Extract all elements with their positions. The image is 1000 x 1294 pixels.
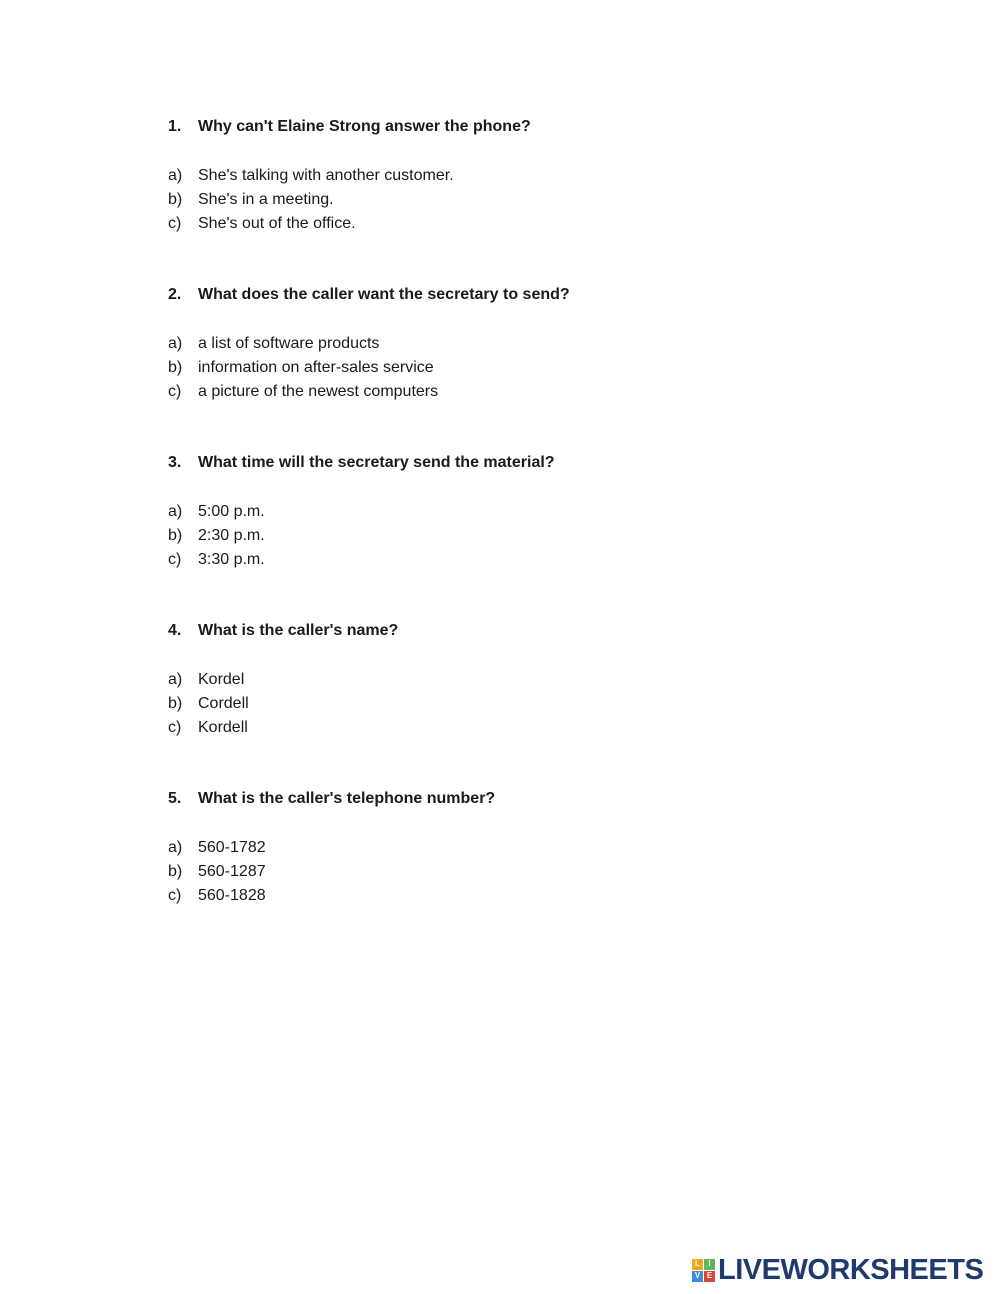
option-letter: c) bbox=[168, 719, 182, 736]
options-list bbox=[168, 500, 868, 572]
question-number: 4. bbox=[168, 622, 182, 639]
options-list bbox=[168, 332, 868, 404]
question-title bbox=[168, 789, 868, 809]
question-4 bbox=[168, 621, 868, 756]
option-text: a list of software products bbox=[198, 335, 380, 352]
option-text: 2:30 p.m. bbox=[198, 527, 265, 544]
question-title bbox=[168, 117, 868, 137]
logo-block-v: V bbox=[692, 1271, 703, 1282]
option-a[interactable] bbox=[168, 500, 868, 524]
liveworksheets-logo bbox=[692, 1253, 984, 1286]
question-number: 5. bbox=[168, 790, 182, 807]
option-text: Kordel bbox=[198, 671, 245, 688]
question-number: 2. bbox=[168, 286, 182, 303]
option-letter: b) bbox=[168, 191, 183, 208]
option-letter: c) bbox=[168, 551, 182, 568]
question-1 bbox=[168, 117, 868, 252]
logo-blocks-icon bbox=[692, 1259, 715, 1282]
option-a[interactable] bbox=[168, 836, 868, 860]
option-text: 3:30 p.m. bbox=[198, 551, 265, 568]
options-list bbox=[168, 668, 868, 740]
question-title bbox=[168, 285, 868, 305]
option-text: 560-1782 bbox=[198, 839, 266, 856]
option-text: Kordell bbox=[198, 719, 248, 736]
options-list bbox=[168, 164, 868, 236]
option-text: Cordell bbox=[198, 695, 249, 712]
question-5 bbox=[168, 789, 868, 924]
option-text: She's out of the office. bbox=[198, 215, 356, 232]
option-c[interactable] bbox=[168, 380, 868, 404]
option-b[interactable] bbox=[168, 692, 868, 716]
question-title bbox=[168, 453, 868, 473]
option-letter: a) bbox=[168, 335, 183, 352]
option-b[interactable] bbox=[168, 860, 868, 884]
option-letter: b) bbox=[168, 863, 183, 880]
option-letter: a) bbox=[168, 671, 183, 688]
option-b[interactable] bbox=[168, 524, 868, 548]
option-c[interactable] bbox=[168, 884, 868, 908]
question-3 bbox=[168, 453, 868, 588]
option-text: She's in a meeting. bbox=[198, 191, 334, 208]
option-text: information on after-sales service bbox=[198, 359, 434, 376]
option-letter: b) bbox=[168, 527, 183, 544]
option-text: 5:00 p.m. bbox=[198, 503, 265, 520]
option-letter: a) bbox=[168, 503, 183, 520]
question-text: Why can't Elaine Strong answer the phone? bbox=[198, 118, 531, 135]
question-text: What is the caller's telephone number? bbox=[198, 790, 496, 807]
option-text: 560-1828 bbox=[198, 887, 266, 904]
option-b[interactable] bbox=[168, 356, 868, 380]
logo-block-i: I bbox=[704, 1259, 715, 1270]
logo-block-l: L bbox=[692, 1259, 703, 1270]
option-text: She's talking with another customer. bbox=[198, 167, 454, 184]
option-letter: b) bbox=[168, 359, 183, 376]
question-title bbox=[168, 621, 868, 641]
option-letter: b) bbox=[168, 695, 183, 712]
logo-text: LIVEWORKSHEETS bbox=[718, 1253, 984, 1286]
option-text: 560-1287 bbox=[198, 863, 266, 880]
option-c[interactable] bbox=[168, 212, 868, 236]
option-a[interactable] bbox=[168, 164, 868, 188]
question-2 bbox=[168, 285, 868, 420]
question-number: 3. bbox=[168, 454, 182, 471]
option-a[interactable] bbox=[168, 332, 868, 356]
option-c[interactable] bbox=[168, 716, 868, 740]
options-list bbox=[168, 836, 868, 908]
option-text: a picture of the newest computers bbox=[198, 383, 439, 400]
logo-block-e: E bbox=[704, 1271, 715, 1282]
option-letter: a) bbox=[168, 839, 183, 856]
option-letter: c) bbox=[168, 215, 182, 232]
question-text: What time will the secretary send the material? bbox=[198, 454, 555, 471]
question-number: 1. bbox=[168, 118, 182, 135]
option-letter: a) bbox=[168, 167, 183, 184]
option-b[interactable] bbox=[168, 188, 868, 212]
question-text: What is the caller's name? bbox=[198, 622, 399, 639]
option-a[interactable] bbox=[168, 668, 868, 692]
option-c[interactable] bbox=[168, 548, 868, 572]
option-letter: c) bbox=[168, 383, 182, 400]
option-letter: c) bbox=[168, 887, 182, 904]
question-text: What does the caller want the secretary to send? bbox=[198, 286, 570, 303]
